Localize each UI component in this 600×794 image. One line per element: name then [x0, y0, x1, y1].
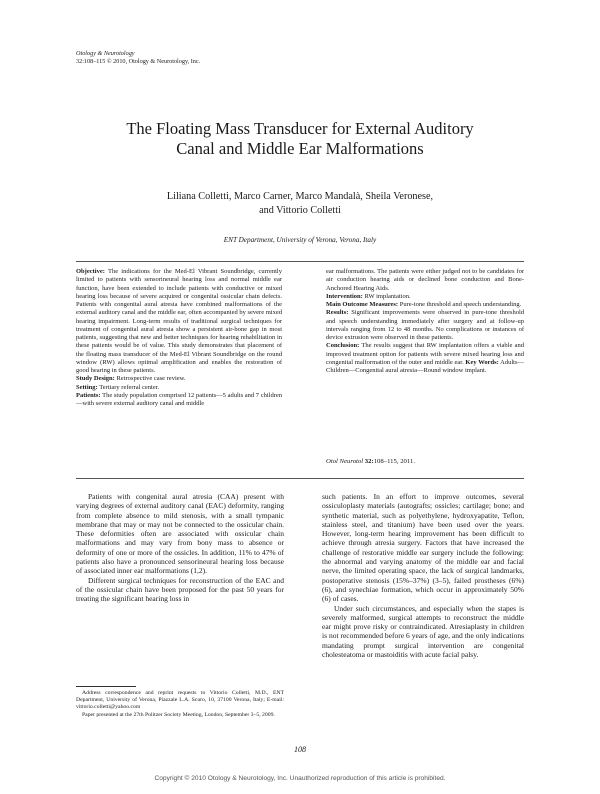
footnote	[76, 690, 284, 719]
abstract-right-column	[326, 268, 524, 375]
intervention-label: Intervention:	[326, 292, 363, 300]
abstract-top-rule	[76, 261, 524, 262]
abstract-bottom-rule	[76, 478, 524, 479]
design-label: Study Design:	[76, 375, 115, 383]
setting-text: Tertiary referral center.	[99, 383, 160, 391]
results-label: Results:	[326, 309, 349, 317]
authors-line-1: Liliana Colletti, Marco Carner, Marco Mandalà, Sheila Veronese,	[166, 191, 434, 202]
results-text: Significant improvements were observed in pure-tone threshold and speech understanding immediately after surgery and at follow-up intervals ranging from 12 to 48 months. No complications or instances of device extrusion were observed in these patients.	[326, 309, 524, 341]
intervention-text: RW implantation.	[364, 292, 411, 300]
journal-citation-line: 32:108–115 © 2010, Otology & Neurotology, Inc.	[76, 58, 201, 65]
objective-text: The indications for the Med-El Vibrant Soundbridge, currently limited to patients with sensorineural hearing loss and normal middle ear function, have been extended to include patients with conductive or mixed hearing loss because of severe acquired or congenital ossicular chain defects. Patients with congenital aural atresia have combined malformations of the external auditory canal and the middle ear, often accompanied by severe mixed hearing impairment. Long-term results of traditional surgical techniques for treatment of congenital aural atresia show a persistent air-bone gap in most patients, suggesting that new and better techniques for hearing rehabilitation in these patients would be of value. This study demonstrates that placement of the floating mass transducer of the Med-El Vibrant Soundbridge on the round window (RW) allows optimal amplification and enables the restoration of good hearing in these patients.	[76, 268, 282, 374]
body-paragraph: Under such circumstances, and especially when the stapes is severely malformed, surgical attempts to reconstruct the middle ear might prove risky or contraindicated. Atresiaplasty in children is not recommended before 6 years of age, and the only indications mandating prompt surgical intervention are congenital cholesteatoma or mastoiditis with acute facial palsy.	[322, 603, 524, 660]
journal-header	[76, 50, 200, 66]
keywords-label: Key Words:	[465, 358, 499, 366]
article-title	[60, 119, 540, 159]
conclusion-label: Conclusion:	[326, 342, 360, 350]
affiliation: ENT Department, University of Verona, Verona, Italy	[223, 236, 377, 244]
abstract-results	[326, 309, 524, 342]
title-line-1: The Floating Mass Transducer for External Auditory	[126, 119, 474, 138]
journal-name: Otology & Neurotology	[76, 50, 135, 57]
body-paragraph: such patients. In an effort to improve outcomes, several ossiculoplasty materials (autografts; ossicles; cartilage; bone; and synthetic material, such as polyethylene, hydroxyapatite, Teflon, stainless steel, and titanium) have been used over the years. However, long-term hearing improvement has been difficult to achieve through atresia surgery. Factors that have increased the challenge of restorative middle ear surgery include the following: the abnormal and varying anatomy of the middle ear and facial nerve, the limited operating space, the lack of surgical landmarks, postoperative stenosis (15%–37%) (3–5), failed prostheses (6%) (6), and synechiae formation, which occur in approximately 50% (6) of cases.	[322, 492, 524, 604]
conclusion-text: The results suggest that RW implantation offers a viable and improved treatment option for patients with severe mixed hearing loss and congenital malformation of the outer and middle ear.	[326, 342, 524, 366]
body-right-column	[322, 492, 524, 659]
abstract-left-column	[76, 268, 282, 408]
body-left-column	[76, 492, 284, 604]
abstract-conclusion	[326, 342, 524, 375]
author-list	[60, 190, 540, 218]
design-text: Retrospective case review.	[116, 375, 186, 383]
abstract-setting	[76, 384, 282, 392]
article-citation	[326, 458, 415, 465]
abstract-outcome	[326, 301, 524, 309]
keywords-text: Adults—Children—Congenital aural atresia—Round window implant.	[326, 358, 524, 374]
body-paragraph: Different surgical techniques for reconstruction of the EAC and of the ossicular chain have been proposed for the past 50 years for treating the significant hearing loss in	[76, 575, 284, 604]
citation-pages: 108–115, 2011.	[373, 458, 415, 465]
abstract-patients-cont	[326, 268, 524, 293]
outcome-text: Pure-tone threshold and speech understanding.	[399, 301, 522, 308]
abstract-patients-start	[76, 392, 282, 409]
body-paragraph: Patients with congenital aural atresia (CAA) present with varying degrees of external auditory canal (EAC) deformity, ranging from complete absence to mild stenosis, with a small tympanic membrane that may or may not be connected to the ossicular chain. These deformities often are associated with ossicular chain malformations and may vary from bony mass to absence or deformity of one or more of the ossicles. In addition, 11% to 47% of patients also have a pronounced sensorineural hearing loss because of associated inner ear malformations (1,2).	[76, 492, 284, 576]
patients-label: Patients:	[76, 391, 101, 399]
footnote-correspondence: Address correspondence and reprint requests to Vittorio Colletti, M.D., ENT Department, University of Verona, Piazzale L.A. Scuro, 10, 37100 Verona, Italy; E-mail: vittorio.colletti@yahoo.com	[76, 690, 284, 711]
abstract-objective	[76, 268, 282, 375]
patients-text-part2: ear malformations. The patients were either judged not to be candidates for air conduction hearing aids or declined bone conduction and Bone-Anchored Hearing Aids.	[326, 268, 524, 292]
outcome-label: Main Outcome Measures:	[326, 301, 399, 308]
setting-label: Setting:	[76, 383, 98, 391]
patients-text-part1: The study population comprised 12 patients—5 adults and 7 children—with severe external auditory canal and middle	[76, 391, 282, 407]
objective-label: Objective:	[76, 268, 105, 275]
title-line-2: Canal and Middle Ear Malformations	[176, 139, 424, 158]
citation-journal: Otol Neurotol	[326, 458, 364, 465]
copyright-notice: Copyright © 2010 Otology & Neurotology, Inc. Unauthorized reproduction of this article is prohibited.	[154, 775, 446, 782]
abstract-intervention	[326, 293, 524, 301]
authors-line-2: and Vittorio Colletti	[259, 205, 341, 216]
footnote-rule	[76, 686, 136, 687]
citation-volume: 32:	[364, 458, 374, 465]
abstract-design	[76, 375, 282, 383]
footnote-presented: Paper presented at the 27th Politzer Society Meeting, London, September 3–5, 2009.	[82, 711, 275, 718]
page-number: 108	[294, 745, 306, 754]
